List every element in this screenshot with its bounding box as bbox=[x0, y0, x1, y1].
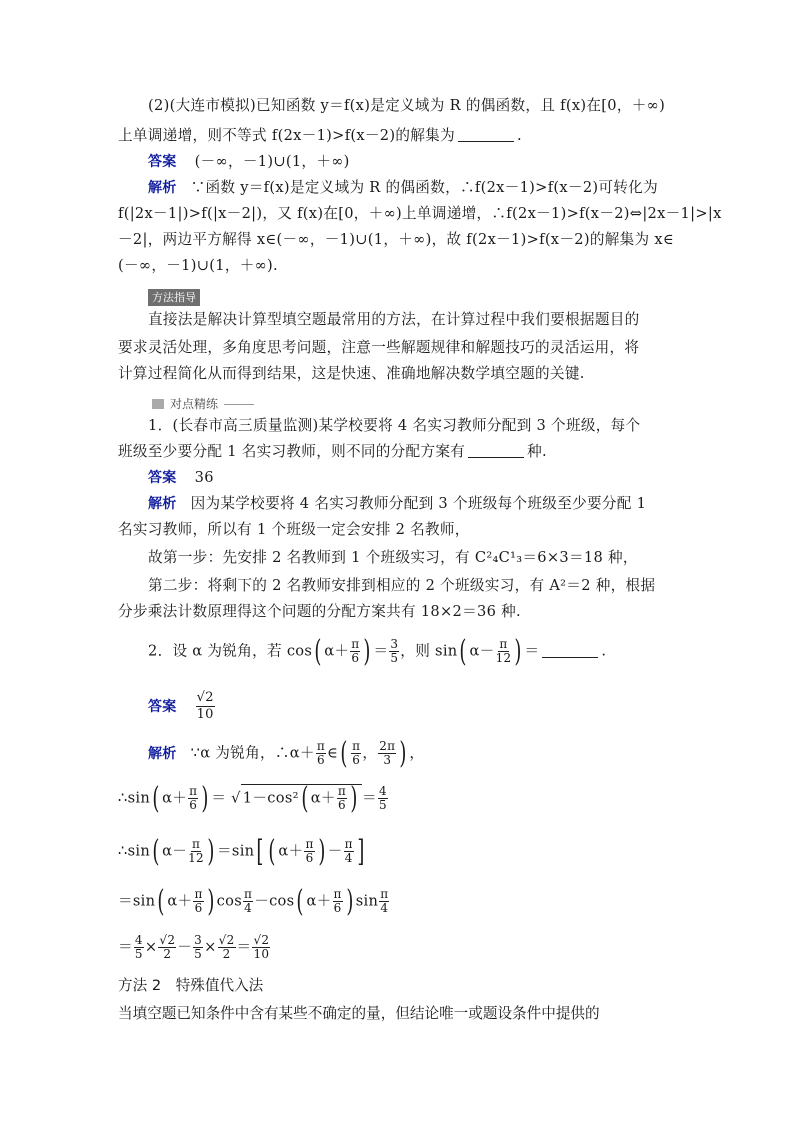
p1-line2: 班级至少要分配 1 名实习教师，则不同的分配方案有 种. bbox=[118, 443, 547, 460]
answer-blank bbox=[542, 643, 598, 658]
p1-answer: 答案 36 bbox=[148, 469, 214, 486]
p2-answer: 答案 $\frac{√2}{10}$ bbox=[148, 690, 214, 722]
method-guide-line3: 计算过程简化从而得到结果，这是快速、准确地解决数学填空题的关键. bbox=[118, 365, 585, 382]
p2-jiexi-line1: 解析 ∵α 为锐角，∴α＋ $\frac{\pi}{6}$ ∈( $\frac{\pi}{6}$ ， $\frac{2\pi}{3}$ ) ， bbox=[148, 735, 425, 771]
q2-jiexi-line4: (－∞，－1)∪(1，＋∞). bbox=[118, 257, 278, 274]
q2-line1: (2)(大连市模拟)已知函数 y＝f(x)是定义域为 R 的偶函数，且 f(x)在[0，＋∞) bbox=[148, 97, 666, 114]
p2-jiexi-line4: ＝sin( α＋ $\frac{\pi}{6}$ ) cos $\frac{\pi}{4}$ －cos( α＋ $\frac{\pi}{6}$ ) sin $\frac{\pi}{4}$ bbox=[118, 883, 389, 919]
method-guide-line2: 要求灵活处理，多角度思考问题，注意一些解题规律和解题技巧的灵活运用，将 bbox=[118, 339, 640, 356]
p1-line1: 1．(长春市高三质量监测)某学校要将 4 名实习教师分配到 3 个班级，每个 bbox=[148, 417, 641, 434]
p2-question: 2．设 α 为锐角，若 cos( α＋ $\frac{\pi}{6}$ ) ＝ $\frac{3}{5}$ ，则 sin( α－ $\frac{\pi}{12}$ ) ＝ . bbox=[148, 633, 607, 669]
p2-jiexi-line2: ∴sin( α＋ $\frac{\pi}{6}$ ) ＝ √ 1－cos²( α＋ $\frac{\pi}{6}$ ) ＝ $\frac{4}{5}$ bbox=[118, 780, 387, 816]
jiexi-label: 解析 bbox=[148, 496, 177, 512]
q2-jiexi-line1: 解析 ∵函数 y＝f(x)是定义域为 R 的偶函数，∴f(2x－1)>f(x－2)可转化为 bbox=[148, 179, 658, 196]
q2-line2: 上单调递增，则不等式 f(2x－1)>f(x－2)的解集为 . bbox=[118, 127, 522, 144]
p1-step2: 第二步：将剩下的 2 名教师安排到相应的 2 个班级实习，有 A²＝2 种，根据 bbox=[148, 577, 656, 594]
practice-badge: 对点精练 bbox=[152, 395, 254, 412]
q2-jiexi-line2: f(|2x－1|)>f(|x－2|)，又 f(x)在[0，＋∞)上单调递增，∴f(2x－1)>f(x－2)⇔|2x－1|>|x bbox=[118, 205, 722, 222]
p2-jiexi-line5: ＝ $\frac{4}{5}$ × $\frac{√2}{2}$ － $\frac{3}{5}$ × $\frac{√2}{2}$ ＝ $\frac{√2}{10}$ bbox=[118, 933, 270, 961]
method-guide-line1: 直接法是解决计算型填空题最常用的方法，在计算过程中我们要根据题目的 bbox=[148, 311, 640, 328]
jiexi-label: 解析 bbox=[148, 745, 177, 762]
answer-label: 答案 bbox=[148, 154, 177, 170]
answer-blank bbox=[458, 127, 514, 142]
q2-answer: 答案 (－∞，－1)∪(1，＋∞) bbox=[148, 153, 350, 170]
p1-jiexi-line1: 解析 因为某学校要将 4 名实习教师分配到 3 个班级每个班级至少要分配 1 bbox=[148, 495, 647, 512]
method2-title: 方法 2 特殊值代入法 bbox=[118, 977, 264, 994]
answer-label: 答案 bbox=[148, 470, 177, 486]
p1-jiexi-line2: 名实习教师，所以有 1 个班级一定会安排 2 名教师， bbox=[118, 521, 470, 538]
answer-blank bbox=[468, 443, 524, 458]
p1-step3: 分步乘法计数原理得这个问题的分配方案共有 18×2＝36 种. bbox=[118, 603, 521, 620]
answer-label: 答案 bbox=[148, 698, 177, 715]
p1-step1: 故第一步：先安排 2 名教师到 1 个班级实习，有 C²₄C¹₃＝6×3＝18 种， bbox=[148, 549, 638, 566]
p2-jiexi-line3: ∴sin( α－ $\frac{\pi}{12}$ ) ＝sin[ ( α＋ $\frac{\pi}{6}$ ) － $\frac{\pi}{4}$ ] bbox=[118, 833, 365, 869]
q2-jiexi-line3: －2|，两边平方解得 x∈(－∞，－1)∪(1，＋∞)，故 f(2x－1)>f(x－2)的解集为 x∈ bbox=[118, 231, 674, 248]
method-guide-badge: 方法指导 bbox=[148, 289, 200, 306]
method2-line1: 当填空题已知条件中含有某些不确定的量，但结论唯一或题设条件中提供的 bbox=[118, 1005, 600, 1022]
jiexi-label: 解析 bbox=[148, 180, 177, 196]
